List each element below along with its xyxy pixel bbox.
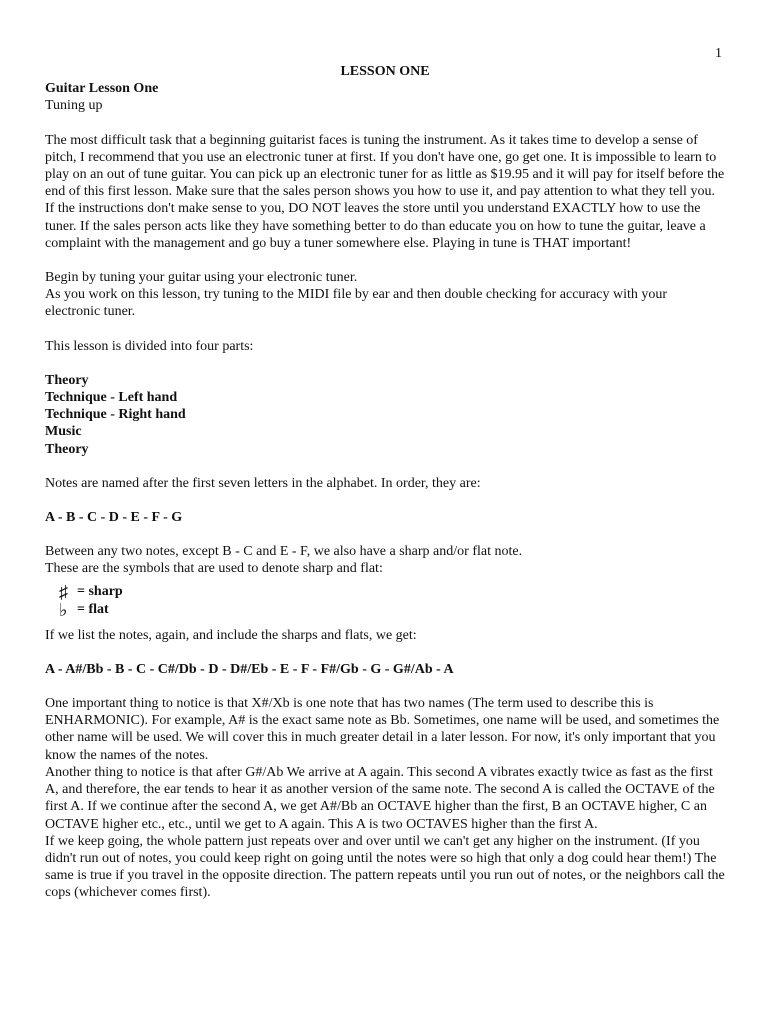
symbol-legend [45,581,725,621]
enharmonic-paragraph: One important thing to notice is that X#/Xb is one note that has two names (The term used to describe this is ENHARMONIC). For example, A# is the exact same note as Bb. Sometimes, one name will be used, and sometimes the other name will be used. We will cover this in much greater detail in a later lesson. For now, it's only important that you know the names of the notes. [45,696,720,763]
pattern-paragraph: If we keep going, the whole pattern just repeats over and over until we can't get any higher on the instrument. (If you didn't run out of notes, you could keep right on going until the notes were so high that only a dog could hear them!) The same is true if you travel in the opposite direction. The pattern repeats until you run out of notes, or the neighbors call the cops (whichever comes first). [45,833,725,901]
part-item: Music [45,424,82,440]
sharp-label: = sharp [77,584,123,600]
tuning-instruction: Begin by tuning your guitar using your electronic tuner. [45,270,358,286]
octave-paragraph: Another thing to notice is that after G#/Ab We arrive at A again. This second A vibrates exactly twice as fast as the first A, and therefore, the ear tends to hear it as another version of the same note. The second A is called the OCTAVE of the first A. If we continue after the second A, we get A#/Bb an OCTAVE higher than the first, B an OCTAVE higher, C an OCTAVE higher etc., etc., until we get to A again. This A is two OCTAVES higher than the first A. [45,764,715,832]
lesson-title: LESSON ONE [340,64,430,79]
symbols-intro: These are the symbols that are used to denote sharp and flat: [45,561,383,577]
chromatic-notes-list: A - A#/Bb - B - C - C#/Db - D - D#/Eb - E - F - F#/Gb - G - G#/Ab - A [45,661,454,677]
notes-intro: Notes are named after the first seven letters in the alphabet. In order, they are: [45,475,481,491]
parts-intro: This lesson is divided into four parts: [45,338,254,354]
part-item: Theory [45,441,89,457]
section-heading: Tuning up [45,98,103,114]
lesson-subtitle: Guitar Lesson One [45,81,159,97]
chromatic-intro: If we list the notes, again, and include the sharps and flats, we get: [45,627,417,643]
page-number: 1 [715,46,722,61]
natural-notes-list: A - B - C - D - E - F - G [45,510,183,526]
part-item: Technique - Right hand [45,407,186,423]
midi-instruction: As you work on this lesson, try tuning to the MIDI file by ear and then double checking for accuracy with your electronic tuner. [45,287,668,320]
intro-paragraph: The most difficult task that a beginning guitarist faces is tuning the instrument. As it takes time to develop a sense of pitch, I recommend that you use an electronic tuner at first. If you don't have one, go get one. It is impossible to learn to play on an out of tune guitar. You can pick up an electronic tuner for as little as $19.95 and it will pay for itself before the end of this first lesson. Make sure that the sales person shows you how to use it, and pay attention to what they tell you. If the instructions don't make sense to you, DO NOT leaves the store until you understand EXACTLY how to use the tuner. If the sales person acts like they have something better to do than educate you on how to tune the guitar, leave a complaint with the management and go buy a tuner somewhere else. Playing in tune is THAT important! [45,132,725,251]
part-item: Technique - Left hand [45,390,178,406]
flat-icon: ♭ [59,599,68,620]
sharp-flat-intro: Between any two notes, except B - C and E - F, we also have a sharp and/or flat note. [45,544,523,560]
sharp-icon: ♯ [59,581,68,602]
document-body [45,63,725,902]
flat-label: = flat [77,602,109,618]
part-item: Theory [45,372,89,388]
